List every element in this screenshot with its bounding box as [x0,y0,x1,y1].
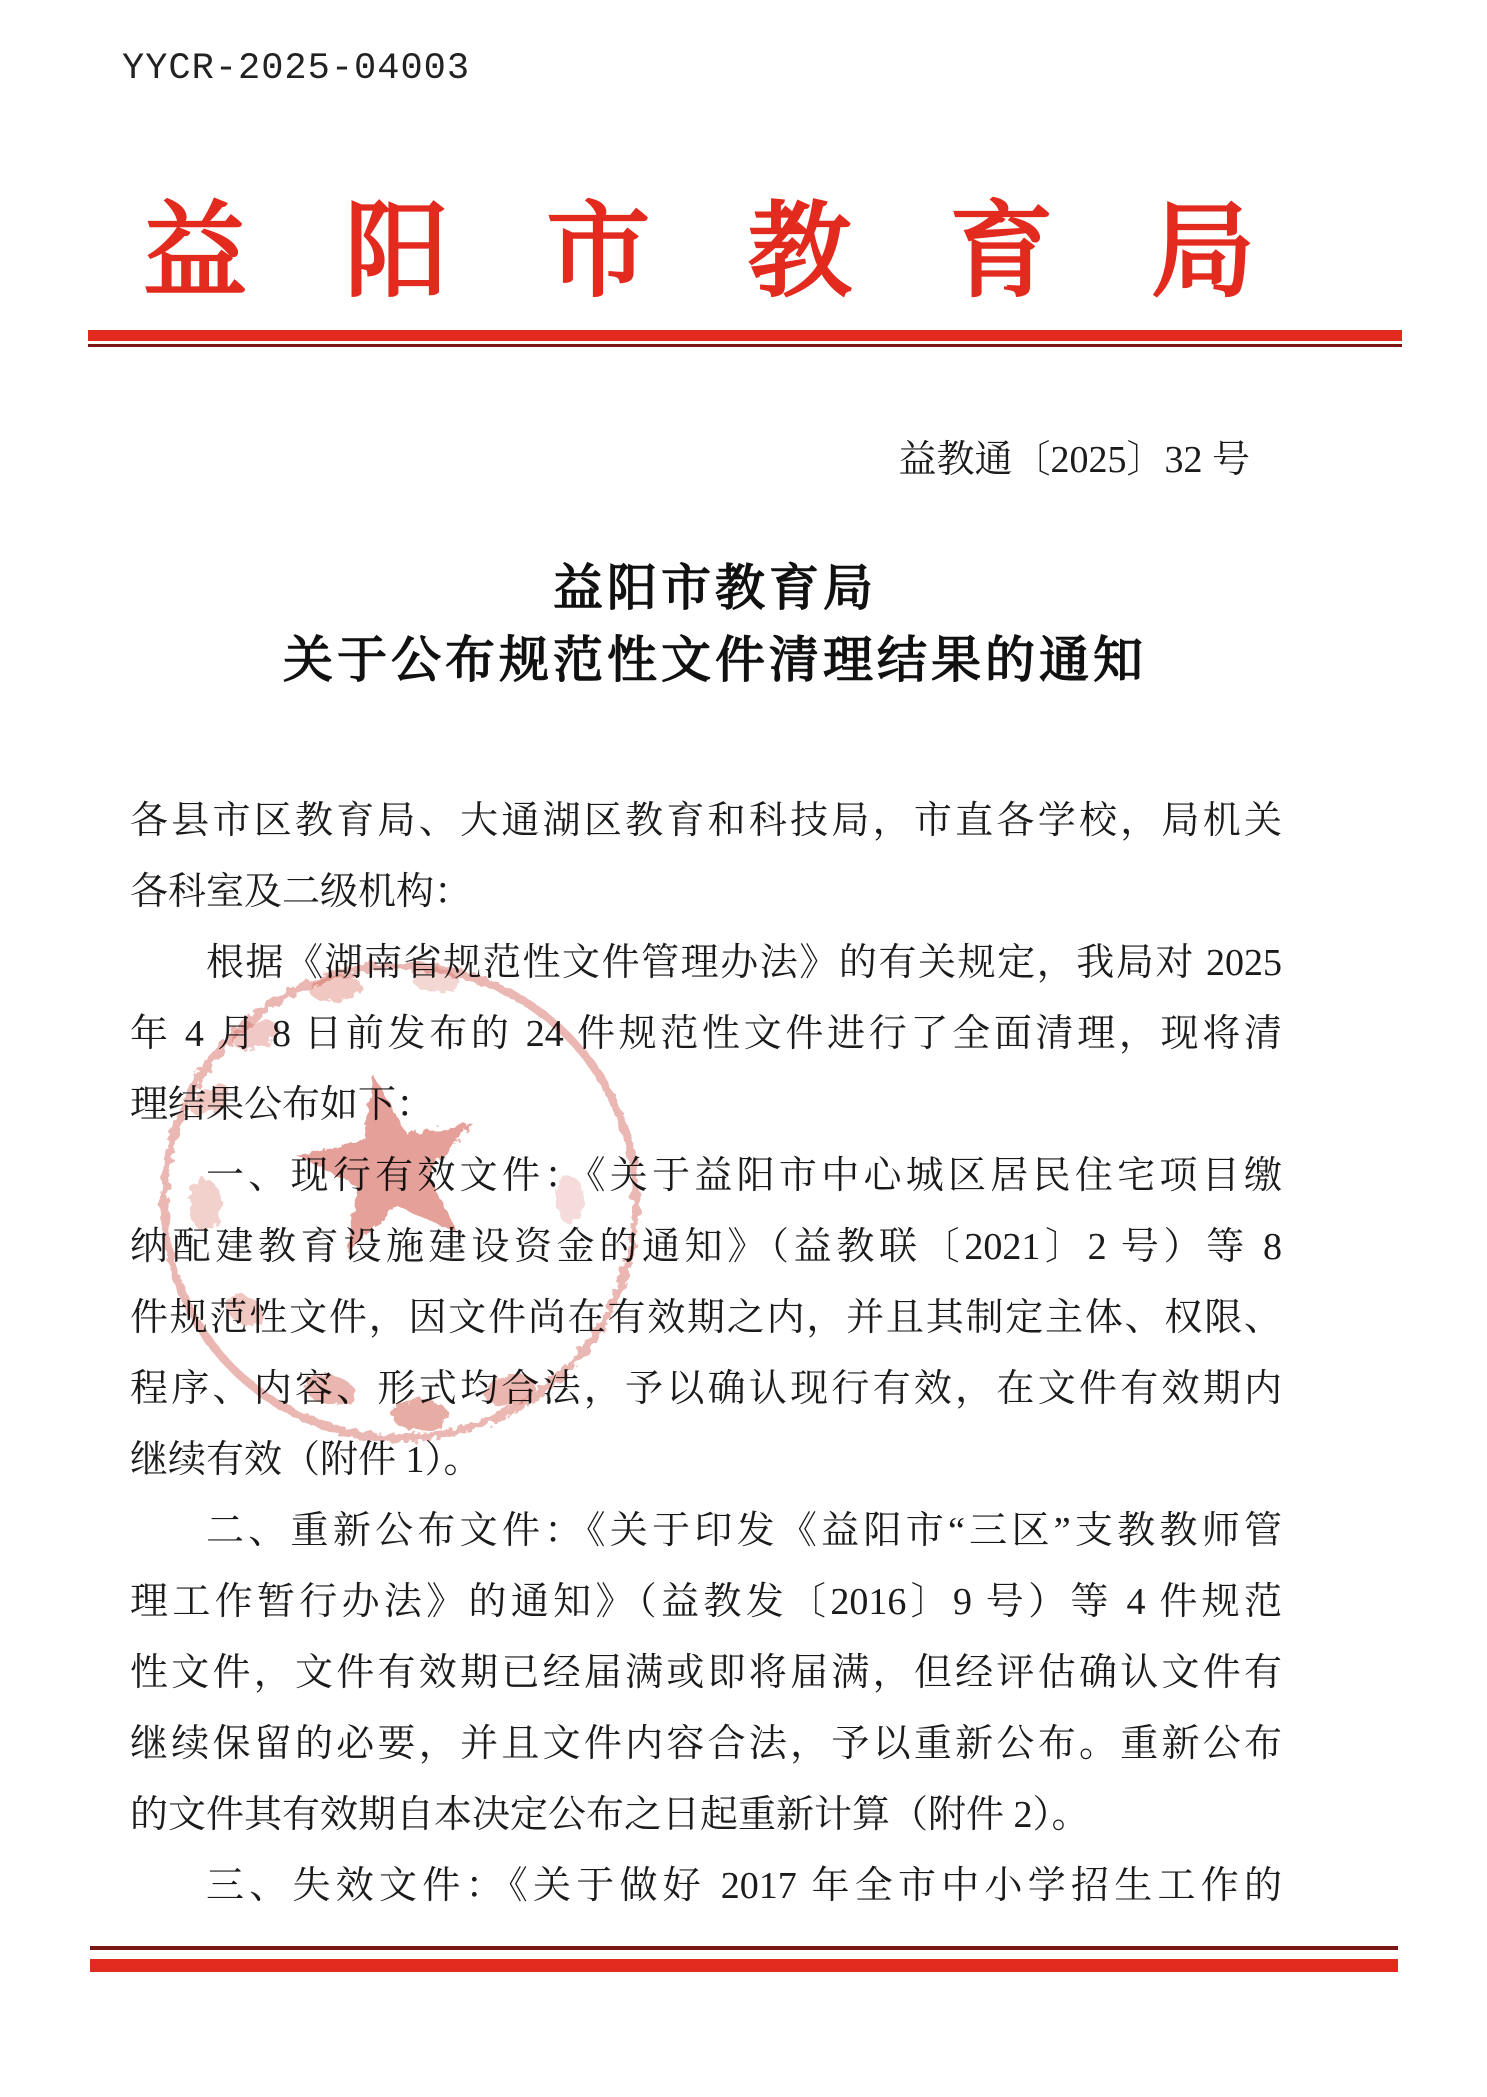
body-line: 继续有效（附件 1）。 [130,1439,482,1481]
body-line: 各县市区教育局、大通湖区教育和科技局，市直各学校，局机关 [130,800,1282,842]
agency-name-header: 益 阳 市 教 育 局 [143,195,1255,310]
body-line: 三、失效文件：《关于做好 2017 年全市中小学招生工作的 [206,1865,1282,1907]
body-line: 年 4 月 8 日前发布的 24 件规范性文件进行了全面清理，现将清 [130,1013,1282,1055]
body-line: 纳配建教育设施建设资金的通知》（益教联〔2021〕2 号）等 8 [130,1226,1282,1268]
body-line: 性文件，文件有效期已经届满或即将届满，但经评估确认文件有 [130,1652,1282,1694]
header-rule-thick [88,330,1402,341]
doc-title-line-2: 关于公布规范性文件清理结果的通知 [283,632,1147,688]
footer-rule-thin [90,1946,1398,1950]
body-line: 根据《湖南省规范性文件管理办法》的有关规定，我局对 2025 [206,942,1282,984]
doc-title [0,552,1430,696]
body-line: 的文件其有效期自本决定公布之日起重新计算（附件 2）。 [130,1794,1090,1836]
doc-title-line-1: 益阳市教育局 [553,560,877,616]
doc-number: 益教通〔2025〕32 号 [898,439,1250,481]
body-line: 一、现行有效文件：《关于益阳市中心城区居民住宅项目缴 [206,1155,1282,1197]
body-line: 理工作暂行办法》的通知》（益教发〔2016〕9 号）等 4 件规范 [130,1581,1282,1623]
header-rule-thin [88,344,1402,347]
body-line: 理结果公布如下： [130,1084,435,1126]
body-line: 程序、内容、形式均合法，予以确认现行有效，在文件有效期内 [130,1368,1282,1410]
body-line: 件规范性文件，因文件尚在有效期之内，并且其制定主体、权限、 [130,1297,1282,1339]
body-text [130,786,1282,1922]
doc-code: YYCR-2025-04003 [122,48,471,90]
footer-rule-thick [90,1959,1398,1972]
body-line: 继续保留的必要，并且文件内容合法，予以重新公布。重新公布 [130,1723,1282,1765]
body-line: 二、重新公布文件：《关于印发《益阳市“三区”支教教师管 [206,1510,1282,1552]
body-line: 各科室及二级机构： [130,871,473,913]
